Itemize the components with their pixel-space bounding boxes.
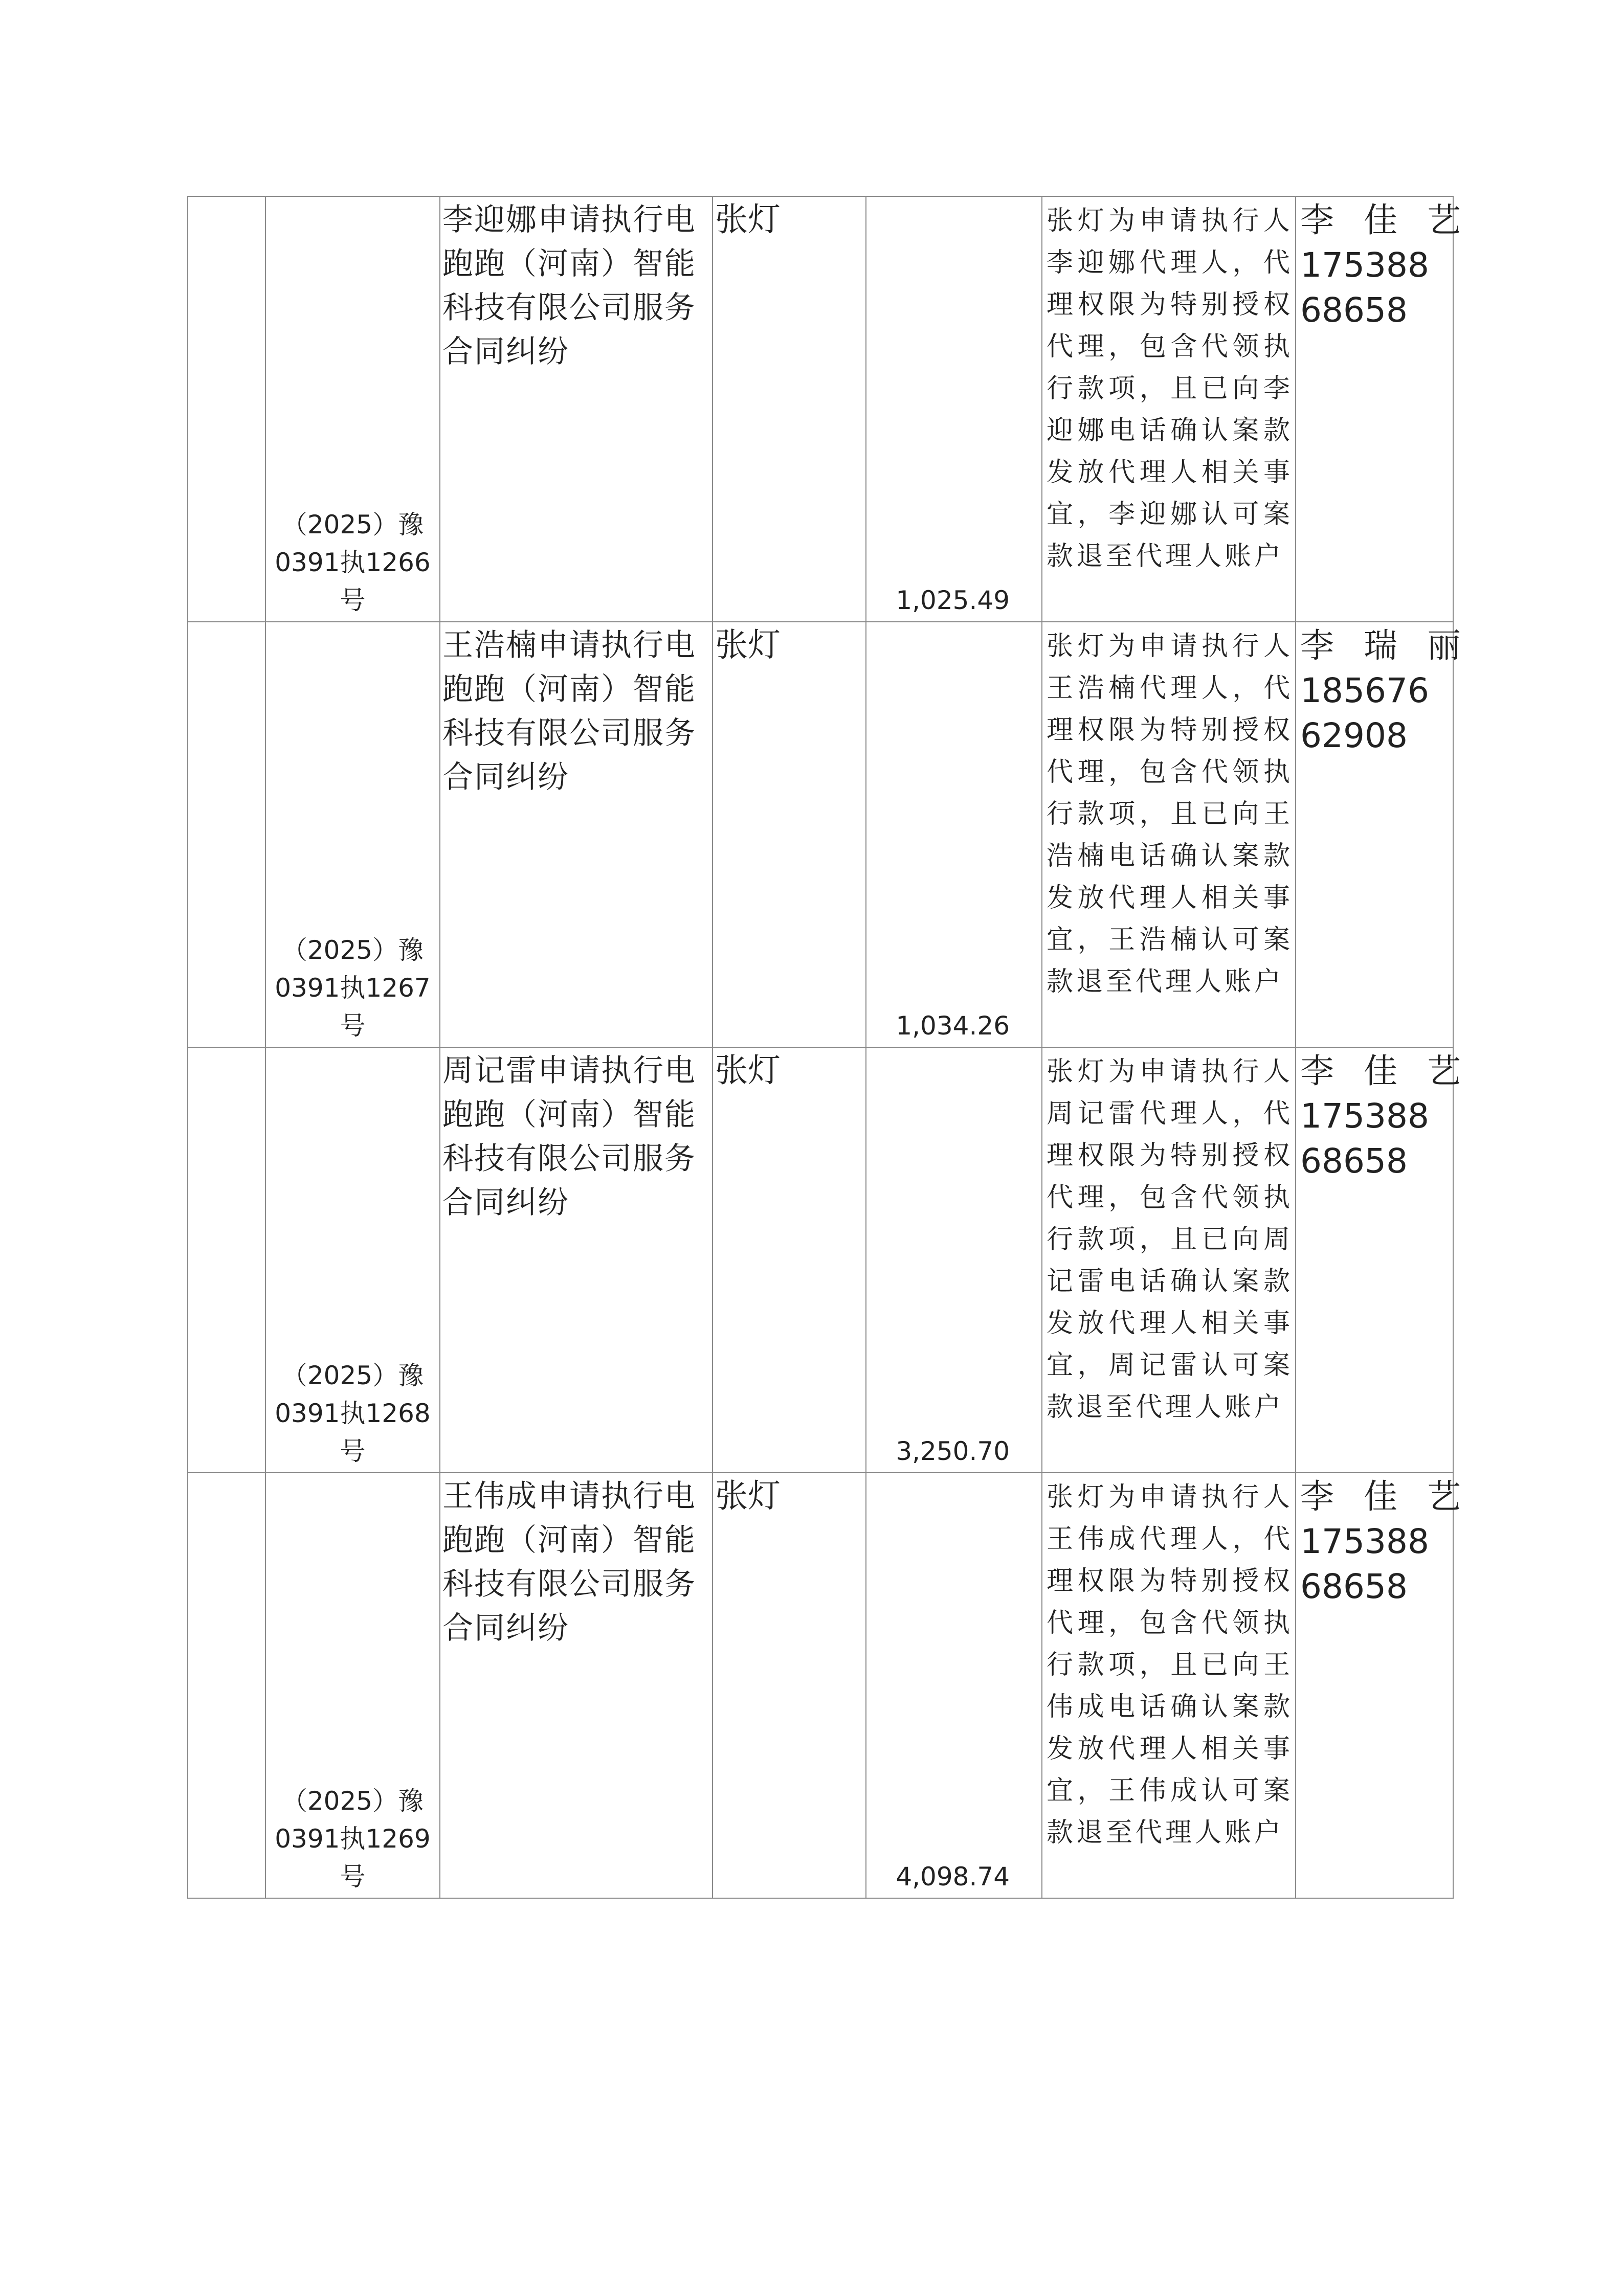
case-title: 李迎娜申请执行电跑跑（河南）智能科技有限公司服务合同纠纷 [442, 202, 696, 370]
contact-name: 李佳艺 [1300, 1051, 1490, 1091]
case-title: 王浩楠申请执行电跑跑（河南）智能科技有限公司服务合同纠纷 [442, 627, 696, 795]
table-row [188, 622, 1453, 1047]
case-number: （2025）豫0391执1266号 [275, 510, 431, 615]
case-number: （2025）豫0391执1267号 [275, 935, 431, 1041]
amount: 3,250.70 [896, 1436, 1010, 1466]
contact-cell [1296, 1047, 1490, 1473]
amount-cell [866, 1047, 1042, 1473]
contact-phone: 17538868658 [1300, 245, 1429, 330]
case-title-cell [440, 622, 713, 1047]
agent-name: 张灯 [715, 1052, 781, 1090]
amount-cell [866, 196, 1042, 622]
case-number-cell [265, 1047, 440, 1473]
contact-name: 李佳艺 [1300, 200, 1490, 240]
agent-name: 张灯 [715, 201, 781, 239]
agent-name: 张灯 [715, 626, 781, 664]
agent-name: 张灯 [715, 1477, 781, 1515]
case-title-cell [440, 196, 713, 622]
case-number-cell [265, 622, 440, 1047]
description: 张灯为申请执行人王浩楠代理人，代理权限为特别授权代理，包含代领执行款项，且已向王浩楠电话确认案款发放代理人相关事宜，王浩楠认可案款退至代理人账户 [1047, 631, 1293, 997]
table-row [188, 1047, 1453, 1473]
amount-cell [866, 1473, 1042, 1898]
row-index-cell [188, 1047, 265, 1473]
description-cell [1042, 1473, 1296, 1898]
case-title: 周记雷申请执行电跑跑（河南）智能科技有限公司服务合同纠纷 [442, 1053, 696, 1221]
table-row [188, 1473, 1453, 1898]
row-index-cell [188, 1473, 265, 1898]
case-title: 王伟成申请执行电跑跑（河南）智能科技有限公司服务合同纠纷 [442, 1478, 696, 1646]
amount: 4,098.74 [896, 1862, 1010, 1892]
agent-cell [713, 196, 866, 622]
contact-cell [1296, 622, 1490, 1047]
description: 张灯为申请执行人李迎娜代理人，代理权限为特别授权代理，包含代领执行款项，且已向李迎娜电话确认案款发放代理人相关事宜，李迎娜认可案款退至代理人账户 [1047, 206, 1293, 572]
contact-phone: 18567662908 [1300, 671, 1429, 755]
contact-phone: 17538868658 [1300, 1096, 1429, 1181]
agent-cell [713, 622, 866, 1047]
case-number-cell [265, 196, 440, 622]
amount: 1,025.49 [896, 586, 1010, 615]
contact-phone: 17538868658 [1300, 1522, 1429, 1606]
contact-name: 李瑞丽 [1300, 626, 1490, 665]
description: 张灯为申请执行人王伟成代理人，代理权限为特别授权代理，包含代领执行款项，且已向王伟成电话确认案款发放代理人相关事宜，王伟成认可案款退至代理人账户 [1047, 1482, 1293, 1848]
case-number-cell [265, 1473, 440, 1898]
case-number: （2025）豫0391执1268号 [275, 1361, 431, 1466]
case-title-cell [440, 1473, 713, 1898]
table-row [188, 196, 1453, 622]
row-index-cell [188, 196, 265, 622]
case-number: （2025）豫0391执1269号 [275, 1786, 431, 1892]
description: 张灯为申请执行人周记雷代理人，代理权限为特别授权代理，包含代领执行款项，且已向周记雷电话确认案款发放代理人相关事宜，周记雷认可案款退至代理人账户 [1047, 1056, 1293, 1423]
contact-cell [1296, 1473, 1490, 1898]
agent-cell [713, 1473, 866, 1898]
agent-cell [713, 1047, 866, 1473]
case-table [187, 196, 1490, 1899]
description-cell [1042, 1047, 1296, 1473]
case-title-cell [440, 1047, 713, 1473]
description-cell [1042, 196, 1296, 622]
contact-name: 李佳艺 [1300, 1477, 1490, 1516]
amount-cell [866, 622, 1042, 1047]
contact-cell [1296, 196, 1490, 622]
row-index-cell [188, 622, 265, 1047]
description-cell [1042, 622, 1296, 1047]
amount: 1,034.26 [896, 1011, 1010, 1041]
